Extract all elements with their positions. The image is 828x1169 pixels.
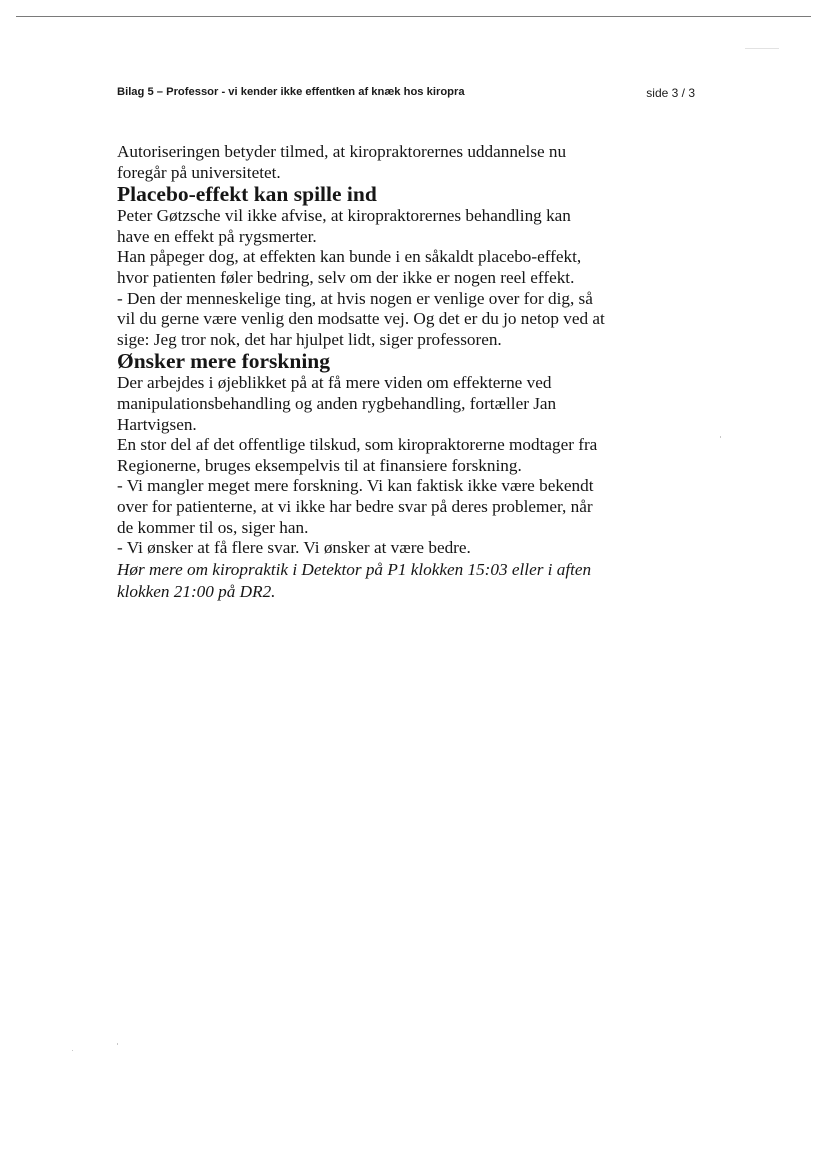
scan-speck [745,48,779,49]
body-line: vil du gerne være venlig den modsatte vej. Og det er du jo netop ved at [117,309,605,329]
scan-speck [720,436,721,438]
section-heading-placebo: Placebo-effekt kan spille ind [117,182,377,207]
body-line: Der arbejdes i øjeblikket på at få mere viden om effekterne ved [117,373,552,393]
top-rule [16,16,811,17]
scan-speck [72,1050,73,1051]
body-line: - Vi ønsker at få flere svar. Vi ønsker at være bedre. [117,538,471,558]
body-line: En stor del af det offentlige tilskud, som kiropraktorerne modtager fra [117,435,598,455]
body-line: over for patienterne, at vi ikke har bedre svar på deres problemer, når [117,496,593,516]
body-line: have en effekt på rygsmerter. [117,226,317,246]
article-body [117,142,707,603]
intro-line: foregår på universitetet. [117,162,281,182]
document-title: Bilag 5 – Professor - vi kender ikke effentken af knæk hos kiropra [117,86,465,98]
page-number: side 3 / 3 [646,86,695,100]
scan-speck [117,1043,118,1045]
intro-line: Autoriseringen betyder tilmed, at kiropraktorernes uddannelse nu [117,142,567,161]
broadcast-note-line: Hør mere om kiropraktik i Detektor på P1 klokken 15:03 eller i aften [117,559,592,579]
section-heading-research: Ønsker mere forskning [117,349,331,374]
body-line: Peter Gøtzsche vil ikke afvise, at kiropraktorernes behandling kan [117,206,571,226]
body-line: hvor patienten føler bedring, selv om der ikke er nogen reel effekt. [117,267,575,287]
broadcast-note-line: klokken 21:00 på DR2. [117,581,276,601]
body-line: Hartvigsen. [117,414,197,434]
body-line: manipulationsbehandling og anden rygbehandling, fortæller Jan [117,393,557,413]
body-line: Regionerne, bruges eksempelvis til at finansiere forskning. [117,455,522,475]
page-header [117,86,695,106]
body-line: - Den der menneskelige ting, at hvis nogen er venlige over for dig, så [117,288,593,308]
body-line: de kommer til os, siger han. [117,517,309,537]
body-line: Han påpeger dog, at effekten kan bunde i en såkaldt placebo-effekt, [117,247,582,267]
body-line: sige: Jeg tror nok, det har hjulpet lidt, siger professoren. [117,329,502,349]
body-line: - Vi mangler meget mere forskning. Vi kan faktisk ikke være bekendt [117,476,594,496]
